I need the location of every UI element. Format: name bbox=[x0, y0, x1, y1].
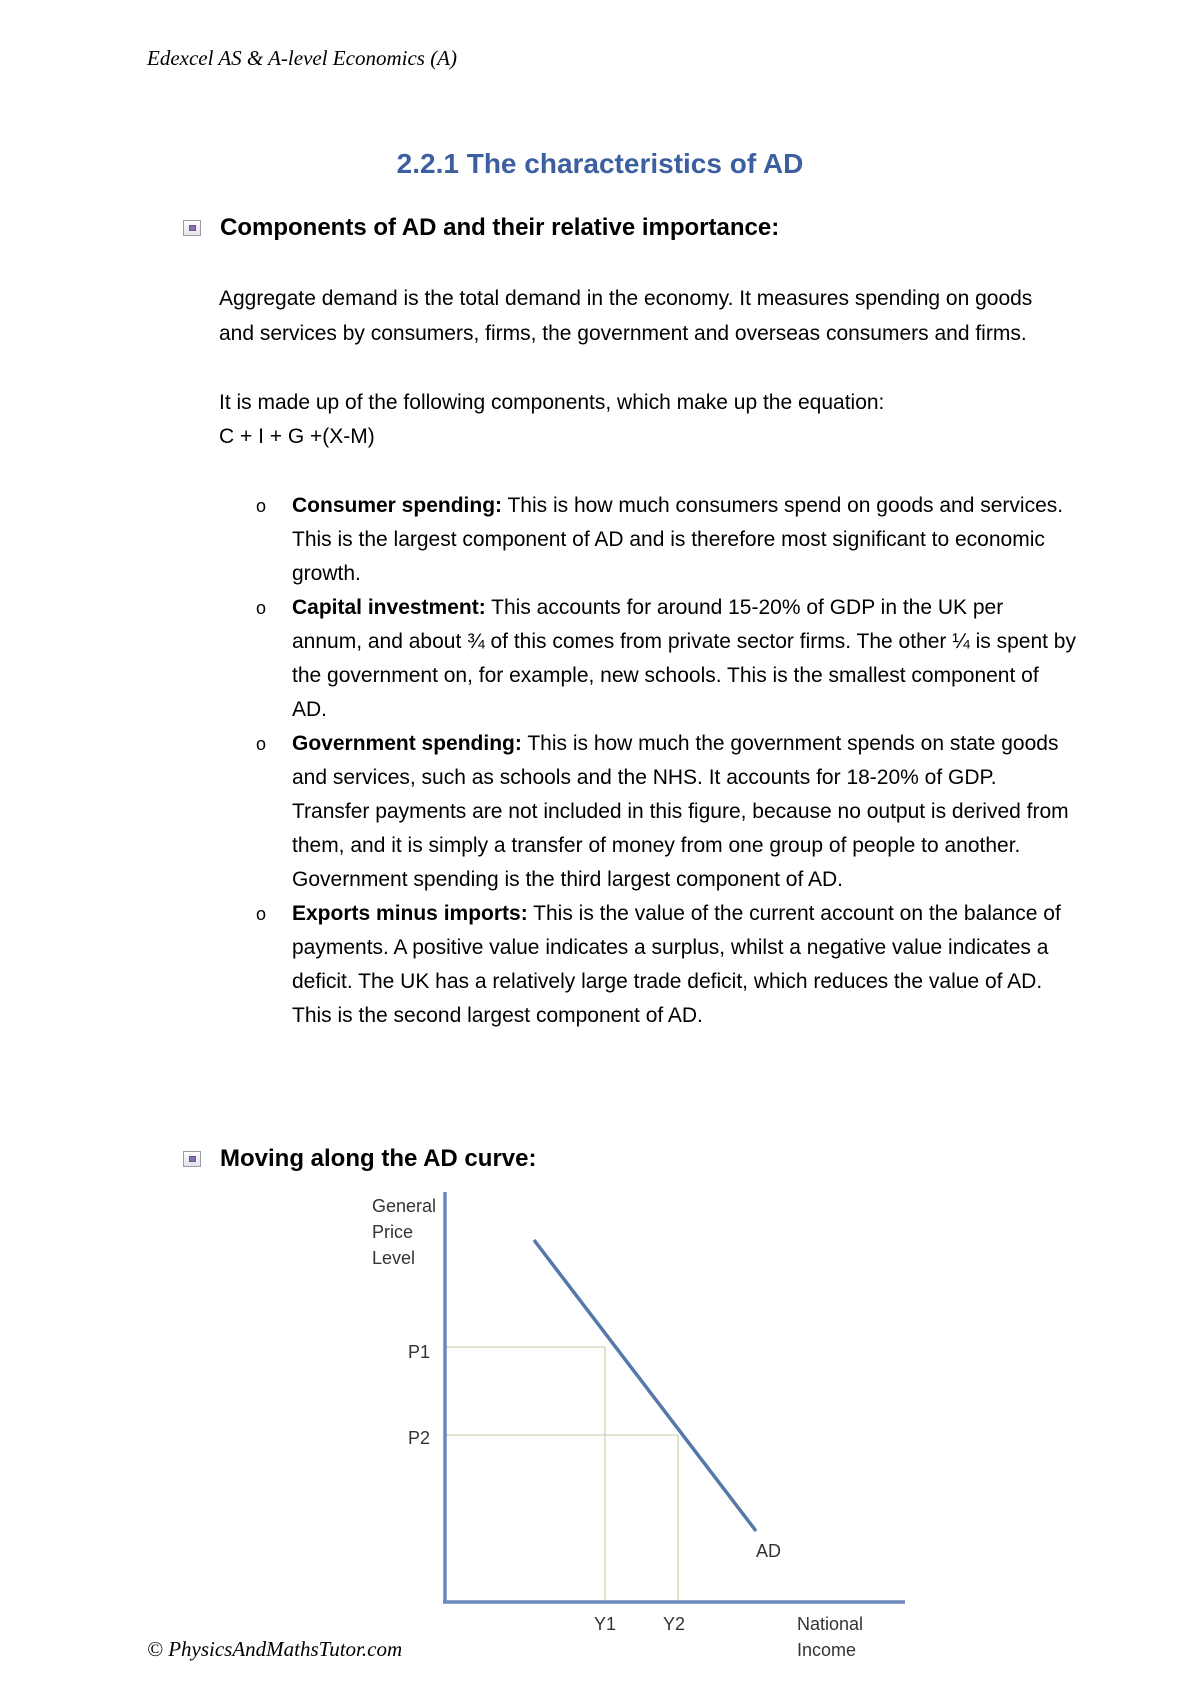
list-item bbox=[256, 897, 1076, 1033]
y-axis-label-line-3: Level bbox=[372, 1248, 416, 1268]
page-title: 2.2.1 The characteristics of AD bbox=[396, 148, 804, 179]
ad-curve bbox=[534, 1240, 756, 1531]
section-heading-text: Components of AD and their relative importance: bbox=[220, 214, 780, 241]
list-bullet: o bbox=[256, 904, 267, 924]
section-bullet-icon bbox=[183, 220, 201, 236]
price-label-p1: P1 bbox=[408, 1342, 431, 1362]
component-term: Consumer spending: bbox=[292, 494, 503, 517]
ad-curve-label: AD bbox=[756, 1541, 782, 1561]
list-bullet: o bbox=[256, 496, 267, 516]
section-heading-components bbox=[183, 214, 779, 242]
y-axis-label-line-1: General bbox=[372, 1196, 437, 1216]
x-axis-label-line-1: National bbox=[797, 1614, 864, 1634]
component-term: Capital investment: bbox=[292, 596, 486, 619]
component-term: Government spending: bbox=[292, 732, 522, 755]
components-list bbox=[256, 489, 1076, 1033]
page-header: Edexcel AS & A-level Economics (A) bbox=[147, 46, 458, 70]
component-text: This is the value of the current account on the balance of payments. A positive value indicates a surplus, whilst a negative value indicates a deficit. The UK has a relatively large trade deficit, which reduces the value of AD. This is the second largest component of AD. bbox=[292, 902, 1061, 1027]
component-text: This is how much consumers spend on goods and services. This is the largest component of AD and is therefore most significant to economic growth. bbox=[292, 494, 1064, 585]
ad-equation: C + I + G +(X-M) bbox=[219, 425, 375, 448]
price-label-p2: P2 bbox=[408, 1428, 431, 1448]
component-text: This is how much the government spends on state goods and services, such as schools and the NHS. It accounts for 18-20% of GDP. Transfer payments are not included in this figure, because no output is derived from them, and it is simply a transfer of money from one group of people to another. Government spending is the third largest component of AD. bbox=[292, 732, 1069, 891]
list-item bbox=[256, 489, 1076, 591]
list-item bbox=[256, 591, 1076, 727]
y-axis-label-line-2: Price bbox=[372, 1222, 414, 1242]
income-label-y1: Y1 bbox=[594, 1614, 617, 1634]
page-footer: © PhysicsAndMathsTutor.com bbox=[147, 1637, 403, 1661]
x-axis-label-line-2: Income bbox=[797, 1640, 857, 1660]
intro-line-components: It is made up of the following components, which make up the equation: bbox=[219, 391, 885, 414]
list-bullet: o bbox=[256, 598, 267, 618]
component-text: This accounts for around 15-20% of GDP in the UK per annum, and about ¾ of this comes from private sector firms. The other ¼ is spent by the government on, for example, new schools. This is the smallest component of AD. bbox=[292, 596, 1076, 721]
section-heading-text: Moving along the AD curve: bbox=[220, 1145, 537, 1172]
intro-paragraph: Aggregate demand is the total demand in the economy. It measures spending on goods and services by consumers, firms, the government and overseas consumers and firms. bbox=[219, 287, 1033, 345]
list-item bbox=[256, 727, 1076, 897]
income-label-y2: Y2 bbox=[663, 1614, 686, 1634]
component-term: Exports minus imports: bbox=[292, 902, 528, 925]
list-bullet: o bbox=[256, 734, 267, 754]
section-heading-ad-curve bbox=[183, 1145, 536, 1173]
section-bullet-icon bbox=[183, 1151, 201, 1167]
